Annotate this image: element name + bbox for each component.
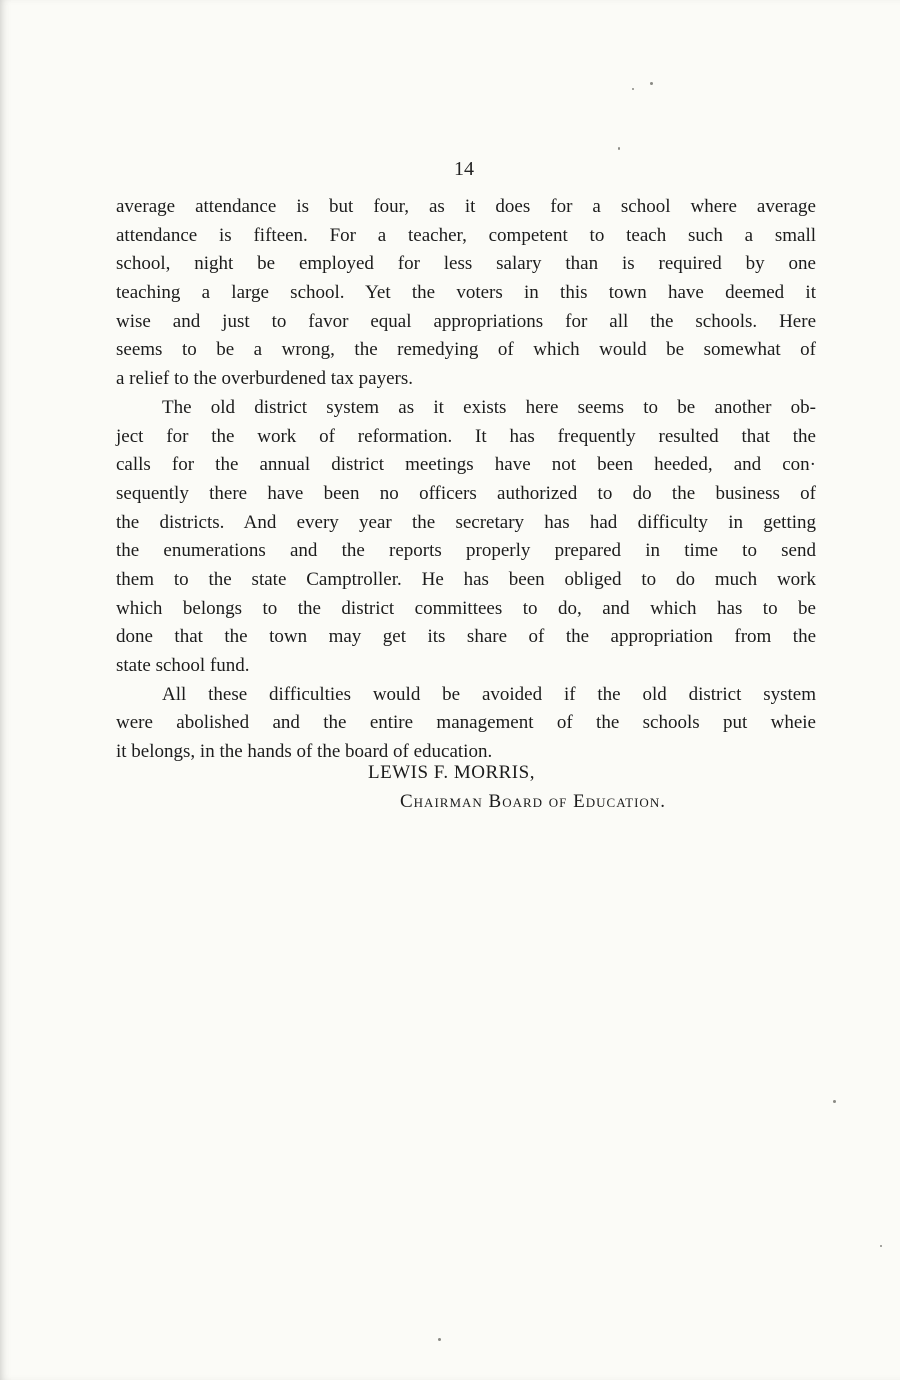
text-line: All these difficulties would be avoided if the old district system <box>162 683 816 705</box>
text-line: done that the town may get its share of the appropriation from the <box>116 626 816 648</box>
text-line: ject for the work of reformation. It has frequently resulted that the <box>116 425 816 447</box>
text-line: The old district system as it exists here seems to be another ob- <box>162 396 816 418</box>
text-line: teaching a large school. Yet the voters in this town have deemed it <box>116 282 816 304</box>
paper-speck <box>618 147 620 150</box>
paragraph-1 <box>116 193 816 394</box>
text-line: seems to be a wrong, the remedying of which would be somewhat of <box>116 339 816 361</box>
text-line: wise and just to favor equal appropriations for all the schools. Here <box>116 310 816 332</box>
paper-speck <box>833 1100 836 1103</box>
paper-speck <box>438 1338 441 1341</box>
text-line: them to the state Camptroller. He has been obliged to do much work <box>116 568 816 590</box>
text-line: calls for the annual district meetings have not been heeded, and con· <box>116 454 816 476</box>
paper-speck <box>880 1245 882 1247</box>
text-line: the enumerations and the reports properly prepared in time to send <box>116 540 816 562</box>
paragraph-2 <box>116 394 816 681</box>
text-line: the districts. And every year the secretary has had difficulty in getting <box>116 511 816 533</box>
paper-speck <box>650 82 653 85</box>
text-line: it belongs, in the hands of the board of education. <box>116 741 493 763</box>
signatory-name: LEWIS F. MORRIS, <box>368 762 535 783</box>
text-line: sequently there have been no officers authorized to do the business of <box>116 482 816 504</box>
signatory-title: Chairman Board of Education. <box>400 791 666 812</box>
body-text <box>116 193 816 767</box>
text-line: attendance is fifteen. For a teacher, competent to teach such a small <box>116 224 816 246</box>
paragraph-3 <box>116 681 816 767</box>
text-line: a relief to the overburdened tax payers. <box>116 368 414 390</box>
text-line: school, night be employed for less salary than is required by one <box>116 253 816 275</box>
text-line: state school fund. <box>116 655 250 676</box>
page-number: 14 <box>454 158 474 180</box>
text-line: average attendance is but four, as it does for a school where average <box>116 196 816 217</box>
text-line: were abolished and the entire management of the schools put wheie <box>116 712 816 734</box>
text-line: which belongs to the district committees to do, and which has to be <box>116 597 816 619</box>
paper-speck <box>632 88 634 90</box>
